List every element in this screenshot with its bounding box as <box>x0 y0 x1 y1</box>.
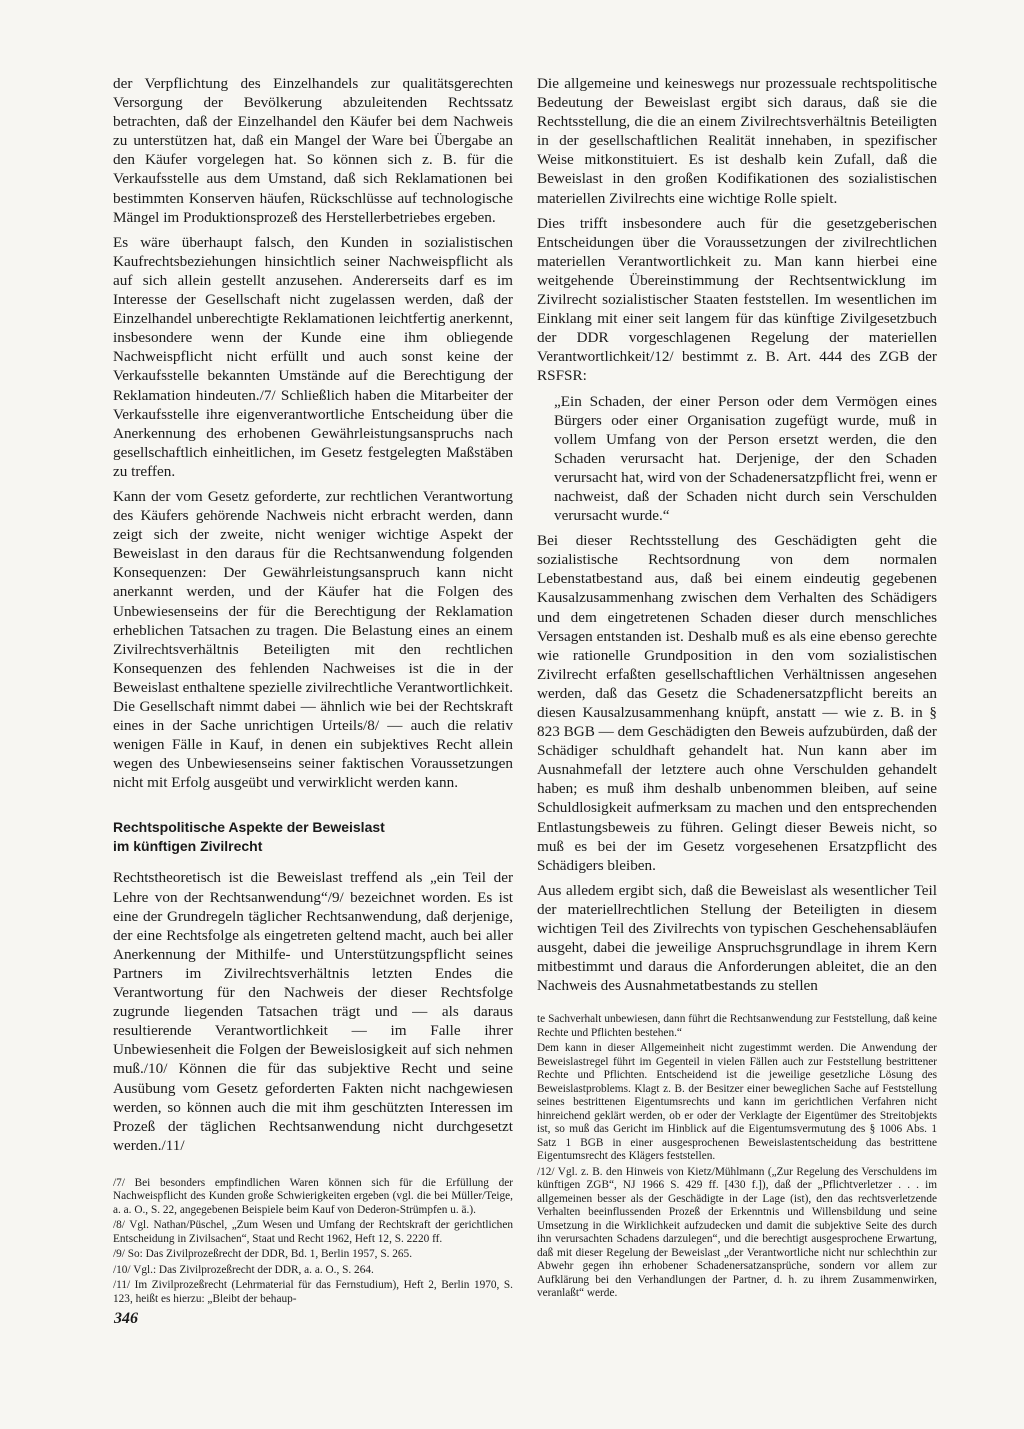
section-heading <box>113 818 513 856</box>
footnote: /7/ Bei besonders empfindlichen Waren können sich für die Erfüllung der Nachweispflicht des Kunden große Schwierigkeiten ergeben (vgl. die bei Müller/Teige, a. a. O., S. 22, angegebenen Beispiele beim Kauf von Dederon-Strümpfen u. ä.). <box>113 1176 513 1216</box>
footnote: /12/ Vgl. z. B. den Hinweis von Kietz/Mühlmann („Zur Regelung des Verschuldens im künftigen ZGB“, NJ 1966 S. 429 ff. [430 f.]), daß der „Pflichtverletzer . . . im allgemeinen besser als der Geschädigte in der Lage (ist), den das rechtsverletzende Verhalten beeinflussenden Prozeß der Erkenntnis und Willensbildung und seine Umsetzung in die Wirklichkeit aufzudecken und damit die subjektive Seite des durch ihn verursachten Schadens darzulegen“, und die berechtigt ausgesprochene Erwartung, daß mit dieser Regelung der Beweislast „der Verantwortliche nicht nur schlechthin zur Abwehr gegen ihn erhobener Schadenersatzansprüche, sondern vor allem zur Aufklärung bei den Verhandlungen der Partner, d. h. zu ihrem Zusammenwirken, veranlaßt“ werde. <box>537 1165 937 1300</box>
footnote: /9/ So: Das Zivilprozeßrecht der DDR, Bd. 1, Berlin 1957, S. 265. <box>113 1248 413 1261</box>
body-paragraph: Aus alledem ergibt sich, daß die Beweislast als wesentlicher Teil der materiellrechtlichen Stellung der Beteiligten in diesem wichtigen Teil des Zivilrechts von typischen Geschehensabläufen ausgeht, dabei die jeweilige Anspruchsgrundlage in ihrem Kern mitbestimmt und daraus die Anforderungen ableitet, die an den Nachweis des Ausnahmetatbestands zu stellen <box>537 881 937 995</box>
footnote: /8/ Vgl. Nathan/Püschel, „Zum Wesen und Umfang der Rechtskraft der gerichtlichen Entscheidung in Zivilsachen“, Staat und Recht 1962, Heft 12, S. 2220 ff. <box>113 1219 513 1245</box>
footnote: te Sachverhalt unbewiesen, dann führt die Rechtsanwendung zur Feststellung, daß keine Rechte und Pflichten bestehen.“ <box>537 1013 937 1039</box>
body-paragraph: Dies trifft insbesondere auch für die gesetzgeberischen Entscheidungen über die Voraussetzungen der zivilrechtlichen materiellen Verantwortlichkeit zu. Man kann hierbei eine weitgehende Übereinstimmung der Rechtsentwicklung im Zivilrecht sozialistischer Staaten feststellen. Im wesentlichen im Einklang mit einer seit langem für das künftige Zivilgesetzbuch der DDR vorgeschlagenen Regelung der materiellen Verantwortlichkeit/12/ bestimmt z. B. Art. 444 des ZGB der RSFSR: <box>537 214 937 385</box>
body-paragraph: der Verpflichtung des Einzelhandels zur qualitätsgerechten Versorgung der Bevölkerung abzuleitenden Rechtssatz betrachten, daß der Einzelhandel den Käufer bei dem Nachweis zu unterstützen hat, daß ein Mangel der Ware bei Übergabe an den Käufer vorgelegen hat. So können sich z. B. für die Verkaufsstelle aus dem Umstand, daß sich Reklamationen bei bestimmten Konserven häufen, Rückschlüsse auf technologische Mängel im Produktionsprozeß des Herstellerbetriebes ergeben. <box>113 75 513 226</box>
body-paragraph: Rechtstheoretisch ist die Beweislast treffend als „ein Teil der Lehre von der Rechtsanwendung“/9/ bezeichnet worden. Es ist eine der Grundregeln täglicher Rechtsanwendung, daß derjenige, der eine Rechtsfolge als eingetreten geltend macht, auch bei aller Anerkennung der Mithilfe- und Unterstützungspflicht seines Partners im Zivilrechtsverhältnis letzten Endes die Verantwortung für den Nachweis der dieser Rechtsfolge zugrunde liegenden Tatsachen trägt und — als daraus resultierende Verantwortlichkeit — im Falle ihrer Unbewiesenheit die Folgen der Beweislosigkeit auf sich nehmen muß./10/ Können die für das subjektive Recht und seine Ausübung vom Gesetz geforderten Fakten nicht nachgewiesen werden, so können auch die mit ihm geschützten Interessen im Prozeß der täglichen Rechtsanwendung nicht durchgesetzt werden./11/ <box>113 869 513 1154</box>
footnote: /11/ Im Zivilprozeßrecht (Lehrmaterial für das Fernstudium), Heft 2, Berlin 1970, S. 123, heißt es hierzu: „Bleibt der behaup- <box>113 1279 513 1305</box>
body-paragraph: Die allgemeine und keineswegs nur prozessuale rechtspolitische Bedeutung der Beweislast ergibt sich daraus, daß sie die Rechtsstellung, die die an einem Zivilrechtsverhältnis Beteiligten in der gesellschaftlichen Realität innehaben, in spezifischer Weise mitkonstituiert. Es ist deshalb kein Zufall, daß die Beweislast in den großen Kodifikationen des sozialistischen materiellen Zivilrechts eine wichtige Rolle spielt. <box>537 75 937 207</box>
body-paragraph: Es wäre überhaupt falsch, den Kunden in sozialistischen Kaufrechtsbeziehungen hinsichtlich seiner Nachweispflicht als auf sich allein gestellt anzusehen. Andererseits darf es im Interesse der Gesellschaft nicht zugelassen werden, daß der Einzelhandel unberechtigte Reklamationen leichtfertig anerkennt, insbesondere wenn der Kunde eine ihm obliegende Nachweispflicht nicht erfüllt und auch sonst keine der Verkaufsstelle bekannten Umstände auf die Berechtigung der Reklamation hindeuten./7/ Schließlich haben die Mitarbeiter der Verkaufsstelle ihre eigenverantwortliche Entscheidung über die Anerkennung des erhobenen Gewährleistungsanspruchs nach gesellschaftlich einheitlichen, im Gesetz festgelegten Maßstäben zu treffen. <box>113 233 513 480</box>
page-number: 346 <box>114 1310 138 1327</box>
right-column <box>537 74 937 1303</box>
footnotes <box>537 1013 937 1301</box>
section-heading-line: im künftigen Zivilrecht <box>113 838 263 855</box>
footnote: /10/ Vgl.: Das Zivilprozeßrecht der DDR, a. a. O., S. 264. <box>113 1263 374 1276</box>
left-column <box>113 74 513 1308</box>
block-quote: „Ein Schaden, der einer Person oder dem Vermögen eines Bürgers oder einer Organisation zugefügt wurde, muß in vollem Umfang von der Person ersetzt werden, die den Schaden verursacht hat. Derjenige, der den Schaden verursacht hat, wird von der Schadenersatzpflicht frei, wenn er nachweist, daß der Schaden nicht durch sein Verschulden verursacht wurde.“ <box>554 392 937 525</box>
body-paragraph: Bei dieser Rechtsstellung des Geschädigten geht die sozialistische Rechtsordnung von dem normalen Lebenstatbestand aus, daß bei einem eindeutig gegebenen Kausalzusammenhang zwischen dem Verhalten des Schädigers und dem eingetretenen Schaden dieser durch menschliches Versagen entstanden ist. Deshalb muß es als eine ebenso gerechte wie rationelle Grundposition in den vom sozialistischen Zivilrecht erfaßten gesellschaftlichen Verhältnissen angesehen werden, daß das Gesetz die Schadenersatzpflicht bereits an diesen Kausalzusammenhang knüpft, anstatt — wie z. B. in § 823 BGB — dem Geschädigten den Beweis aufzubürden, daß der Schädiger schuldhaft gehandelt hat. Nun kann aber im Ausnahmefall der letztere auch ohne Verschulden gehandelt haben; es muß ihm deshalb unbenommen bleiben, auf seine Schuldlosigkeit aufmerksam zu machen und den entsprechenden Entlastungsbeweis zu führen. Gelingt dieser Beweis nicht, so muß es bei der im Gesetz vorgesehenen Ersatzpflicht des Schädigers bleiben. <box>537 532 937 874</box>
footnote: Dem kann in dieser Allgemeinheit nicht zugestimmt werden. Die Anwendung der Beweislastregel führt im Gegenteil in vielen Fällen auch zur Feststellung bestrittener Rechte und Pflichten. Entscheidend ist die jeweilige gesetzliche Lösung des Beweislastproblems. Klagt z. B. der Besitzer einer beweglichen Sache auf Feststellung seines bestrittenen Eigentumsrechts und kann im gerichtlichen Verfahren nicht hinreichend geklärt werden, ob er oder der Verklagte der Eigentümer des Streitobjekts ist, so muß das Gericht im Hinblick auf die Eigentumsvermutung des § 1006 Abs. 1 Satz 1 BGB in einer ausgesprochenen Beweislastentscheidung das bestrittene Eigentumsrecht des Klägers feststellen. <box>537 1042 937 1163</box>
body-paragraph: Kann der vom Gesetz geforderte, zur rechtlichen Verantwortung des Käufers gehörende Nachweis nicht erbracht werden, dann zeigt sich der zweite, nicht weniger wichtige Aspekt der Beweislast in den daraus für die Rechtsanwendung folgenden Konsequenzen: Der Gewährleistungsanspruch kann nicht anerkannt werden, und der Käufer hat die Folgen des Unbewiesenseins der für die Berechtigung der Reklamation erheblichen Tatsachen zu tragen. Die Belastung eines an einem Zivilrechtsverhältnis Beteiligten mit den rechtlichen Konsequenzen des fehlenden Nachweises ist die in der Beweislast enthaltene spezielle zivilrechtliche Verantwortlichkeit. Die Gesellschaft nimmt dabei — ähnlich wie bei der Rechtskraft eines in der Sache unrichtigen Urteils/8/ — auch die relativ wenigen Fälle in Kauf, in denen ein subjektives Recht allein wegen des Unbewiesenseins seiner faktischen Voraussetzungen nicht mit Erfolg ausgeübt und verwirklicht werden kann. <box>113 487 513 792</box>
section-heading-line: Rechtspolitische Aspekte der Beweislast <box>113 819 385 836</box>
footnotes <box>113 1177 513 1307</box>
